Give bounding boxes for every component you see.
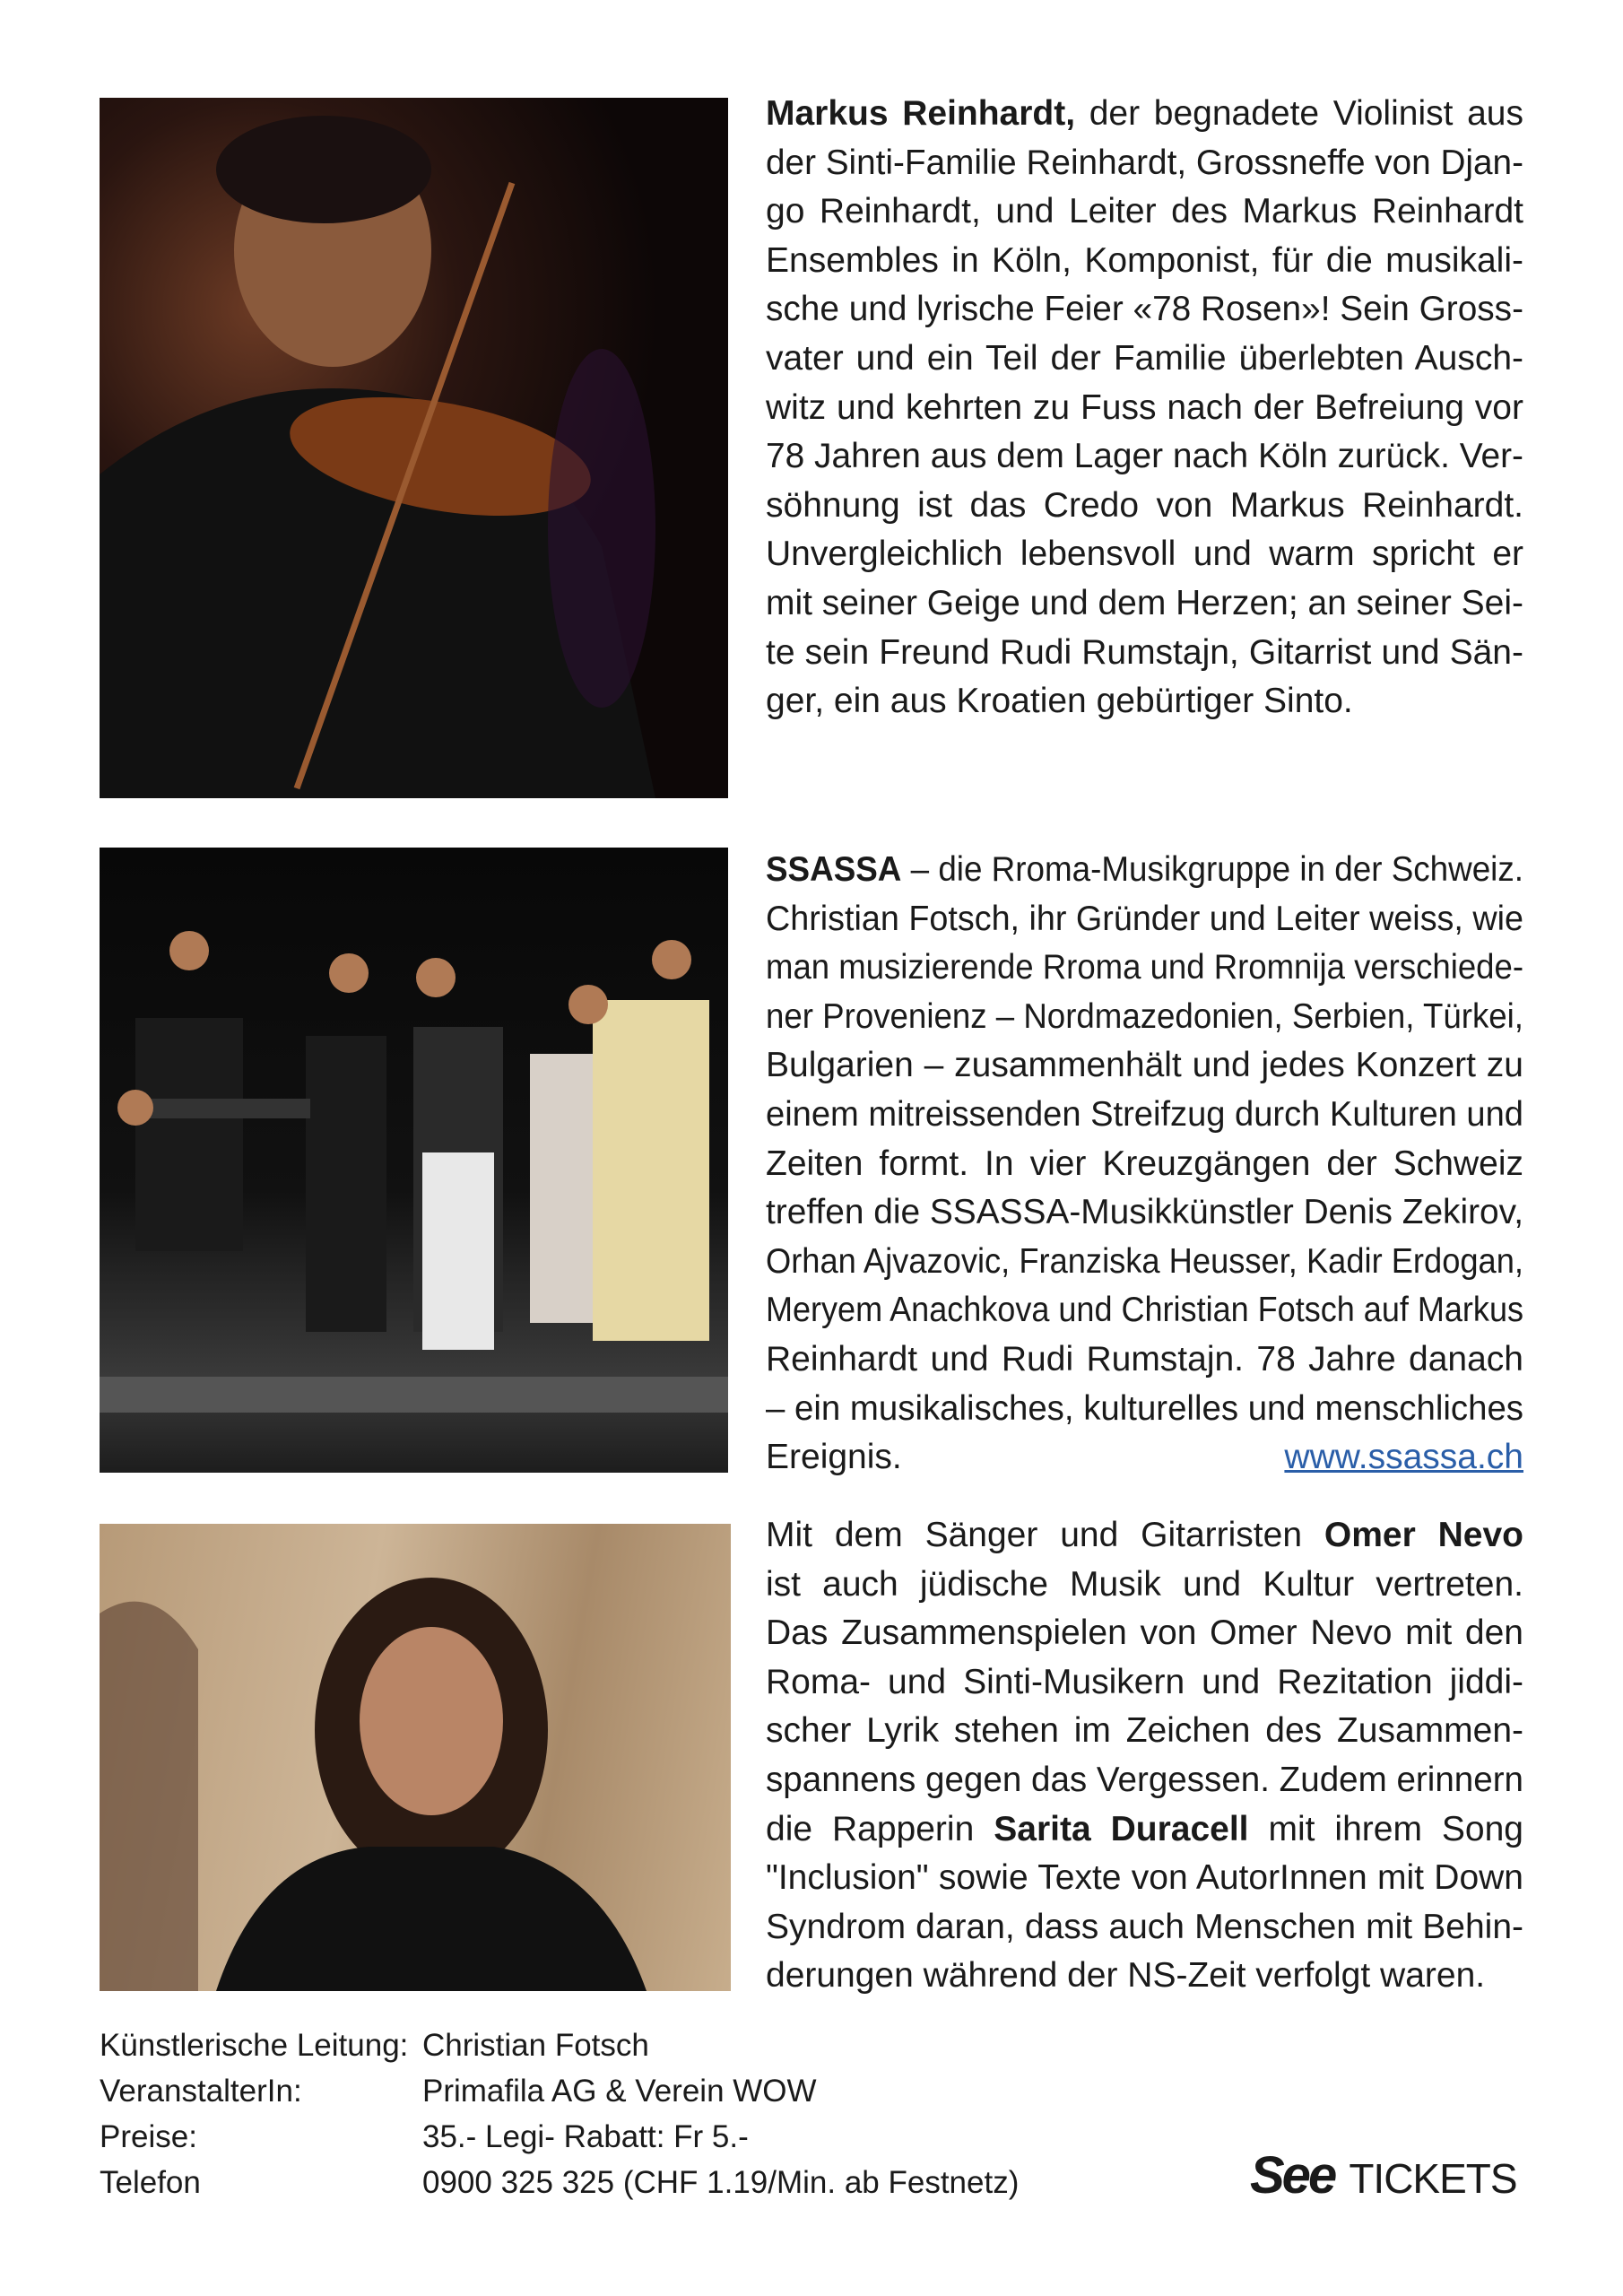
text-line xyxy=(766,1041,1523,1091)
detail-row-artistic-direction xyxy=(100,2022,1019,2068)
text-line xyxy=(766,335,1523,384)
text-line xyxy=(766,629,1523,678)
text-segment: witz und kehrten zu Fuss nach der Befreiung vor xyxy=(766,387,1523,427)
text-segment: Christian Fotsch, ihr Gründer und Leiter weiss, wie xyxy=(766,899,1523,938)
detail-value: Christian Fotsch xyxy=(422,2028,649,2063)
text-line xyxy=(766,432,1521,482)
text-segment: Unvergleichlich lebensvoll und warm spricht er xyxy=(766,535,1523,574)
text-segment: go Reinhardt, und Leiter des Markus Reinhardt xyxy=(766,192,1523,231)
text-line xyxy=(766,1854,1523,1903)
bold-name: Markus Reinhardt, xyxy=(766,94,1076,133)
text-line xyxy=(766,384,1523,433)
text-segment: der Sinti-Familie Reinhardt, Grossneffe von Djan- xyxy=(766,143,1523,182)
text-line xyxy=(766,1903,1523,1952)
bold-name: SSASSA xyxy=(766,850,902,889)
text-segment: Meryem Anachkova und Christian Fotsch auf Markus xyxy=(766,1291,1523,1330)
text-line xyxy=(766,285,1523,335)
text-segment: mit seiner Geige und dem Herzen; an seiner Sei- xyxy=(766,583,1523,622)
text-segment: Syndrom daran, dass auch Menschen mit Behin- xyxy=(766,1907,1523,1946)
text-segment: Zeiten formt. In vier Kreuzgängen der Schweiz xyxy=(766,1144,1523,1183)
text-segment: Orhan Ajvazovic, Franziska Heusser, Kadir Erdogan, xyxy=(766,1241,1523,1281)
text-segment: Ereignis. xyxy=(766,1438,902,1477)
band-illustration xyxy=(100,848,728,1473)
paragraph-markus-reinhardt xyxy=(766,90,1523,726)
text-segment: sche und lyrische Feier «78 Rosen»! Sein Gross- xyxy=(766,290,1523,329)
text-segment: derungen während der NS-Zeit verfolgt waren. xyxy=(766,1956,1486,1996)
detail-value: 35.- Legi- Rabatt: Fr 5.- xyxy=(422,2119,749,2154)
text-segment: treffen die SSASSA-Musikkünstler Denis Zekirov, xyxy=(766,1193,1523,1232)
text-line xyxy=(766,1188,1521,1238)
text-line xyxy=(766,944,1523,993)
text-segment: "Inclusion" sowie Texte von AutorInnen mit Down xyxy=(766,1858,1523,1898)
text-segment: Roma- und Sinti-Musikern und Rezitation jiddi- xyxy=(766,1662,1523,1701)
text-segment: Reinhardt und Rudi Rumstajn. 78 Jahre danach xyxy=(766,1339,1523,1378)
logo-tickets: TICKETS xyxy=(1349,2155,1517,2202)
text-segment: einem mitreissenden Streifzug durch Kulturen und xyxy=(766,1094,1523,1134)
detail-value: 0900 325 325 (CHF 1.19/Min. ab Festnetz) xyxy=(422,2165,1020,2200)
logo-see: See xyxy=(1250,2146,1335,2205)
text-line xyxy=(766,90,1523,139)
text-segment: Mit dem Sänger und Gitarristen xyxy=(766,1516,1324,1554)
text-line xyxy=(766,530,1523,579)
text-segment: ist auch jüdische Musik und Kultur vertreten. xyxy=(766,1564,1523,1604)
text-segment: ger, ein aus Kroatien gebürtiger Sinto. xyxy=(766,682,1353,721)
photo-markus-reinhardt-violin xyxy=(100,98,728,798)
text-line xyxy=(766,1707,1523,1756)
text-segment: söhnung ist das Credo von Markus Reinhardt. xyxy=(766,485,1523,525)
text-segment: spannens gegen das Vergessen. Zudem erinnern xyxy=(766,1760,1523,1799)
text-segment: ner Provenienz – Nordmazedonien, Serbien, Türkei, xyxy=(766,996,1523,1036)
text-line xyxy=(766,1511,1523,1561)
detail-value: Primafila AG & Verein WOW xyxy=(422,2074,817,2109)
website-link[interactable]: www.ssassa.ch xyxy=(1284,1438,1523,1477)
text-segment: – die Rroma-Musikgruppe in der Schweiz. xyxy=(901,850,1523,889)
detail-label: VeranstalterIn: xyxy=(100,2074,302,2109)
text-line xyxy=(766,579,1523,629)
text-segment: der begnadete Violinist aus xyxy=(1075,94,1523,133)
text-segment: scher Lyrik stehen im Zeichen des Zusammen- xyxy=(766,1711,1523,1751)
text-line xyxy=(766,1658,1523,1708)
text-segment: vater und ein Teil der Familie überlebten Ausch- xyxy=(766,338,1523,378)
text-line xyxy=(766,895,1523,944)
text-line xyxy=(766,1952,1523,2001)
text-segment: Das Zusammenspielen von Omer Nevo mit den xyxy=(766,1613,1523,1653)
bold-name: Omer Nevo xyxy=(1324,1516,1523,1554)
text-segment: te sein Freund Rudi Rumstajn, Gitarrist und Sän- xyxy=(766,632,1523,672)
detail-row-phone xyxy=(100,2160,1019,2205)
photo-ssassa-band xyxy=(100,848,728,1473)
detail-label: Telefon xyxy=(100,2165,201,2200)
text-line xyxy=(766,677,1523,726)
photo-omer-nevo xyxy=(100,1524,731,1991)
paragraph-ssassa xyxy=(766,846,1523,1483)
text-line xyxy=(766,993,1523,1042)
text-line xyxy=(766,1385,1523,1434)
text-segment: Bulgarien – zusammenhält und jedes Konzert zu xyxy=(766,1046,1523,1085)
text-line xyxy=(766,1238,1523,1287)
text-segment: mit ihrem Song xyxy=(1248,1809,1523,1848)
text-segment: die Rapperin xyxy=(766,1809,994,1848)
detail-label: Künstlerische Leitung: xyxy=(100,2028,409,2063)
text-line xyxy=(766,237,1523,286)
text-line xyxy=(766,1561,1523,1610)
text-line xyxy=(766,846,1523,895)
text-line xyxy=(766,1286,1523,1335)
detail-label: Preise: xyxy=(100,2119,197,2154)
see-tickets-logo xyxy=(1250,2145,1517,2205)
paragraph-omer-nevo xyxy=(766,1511,1523,2001)
text-line xyxy=(766,482,1523,531)
text-line xyxy=(766,139,1523,188)
text-line xyxy=(766,1609,1523,1658)
text-line xyxy=(766,1091,1523,1140)
bold-name: Sarita Duracell xyxy=(994,1809,1249,1848)
text-line xyxy=(766,1805,1523,1855)
event-details xyxy=(100,2022,1019,2205)
violinist-illustration xyxy=(100,98,728,798)
detail-row-organizer xyxy=(100,2068,1019,2114)
text-line xyxy=(766,1756,1523,1805)
text-line xyxy=(766,1335,1523,1385)
detail-row-prices xyxy=(100,2114,1019,2160)
text-segment: man musizierende Rroma und Rromnija verschiede- xyxy=(766,948,1523,987)
text-line xyxy=(766,1433,1523,1483)
text-line xyxy=(766,1140,1523,1189)
text-segment: Ensembles in Köln, Komponist, für die musikali- xyxy=(766,240,1523,280)
text-segment: 78 Jahren aus dem Lager nach Köln zurück. Ver- xyxy=(766,437,1523,476)
text-line xyxy=(766,187,1523,237)
portrait-illustration xyxy=(100,1524,731,1991)
text-segment: – ein musikalisches, kulturelles und menschliches xyxy=(766,1388,1523,1428)
